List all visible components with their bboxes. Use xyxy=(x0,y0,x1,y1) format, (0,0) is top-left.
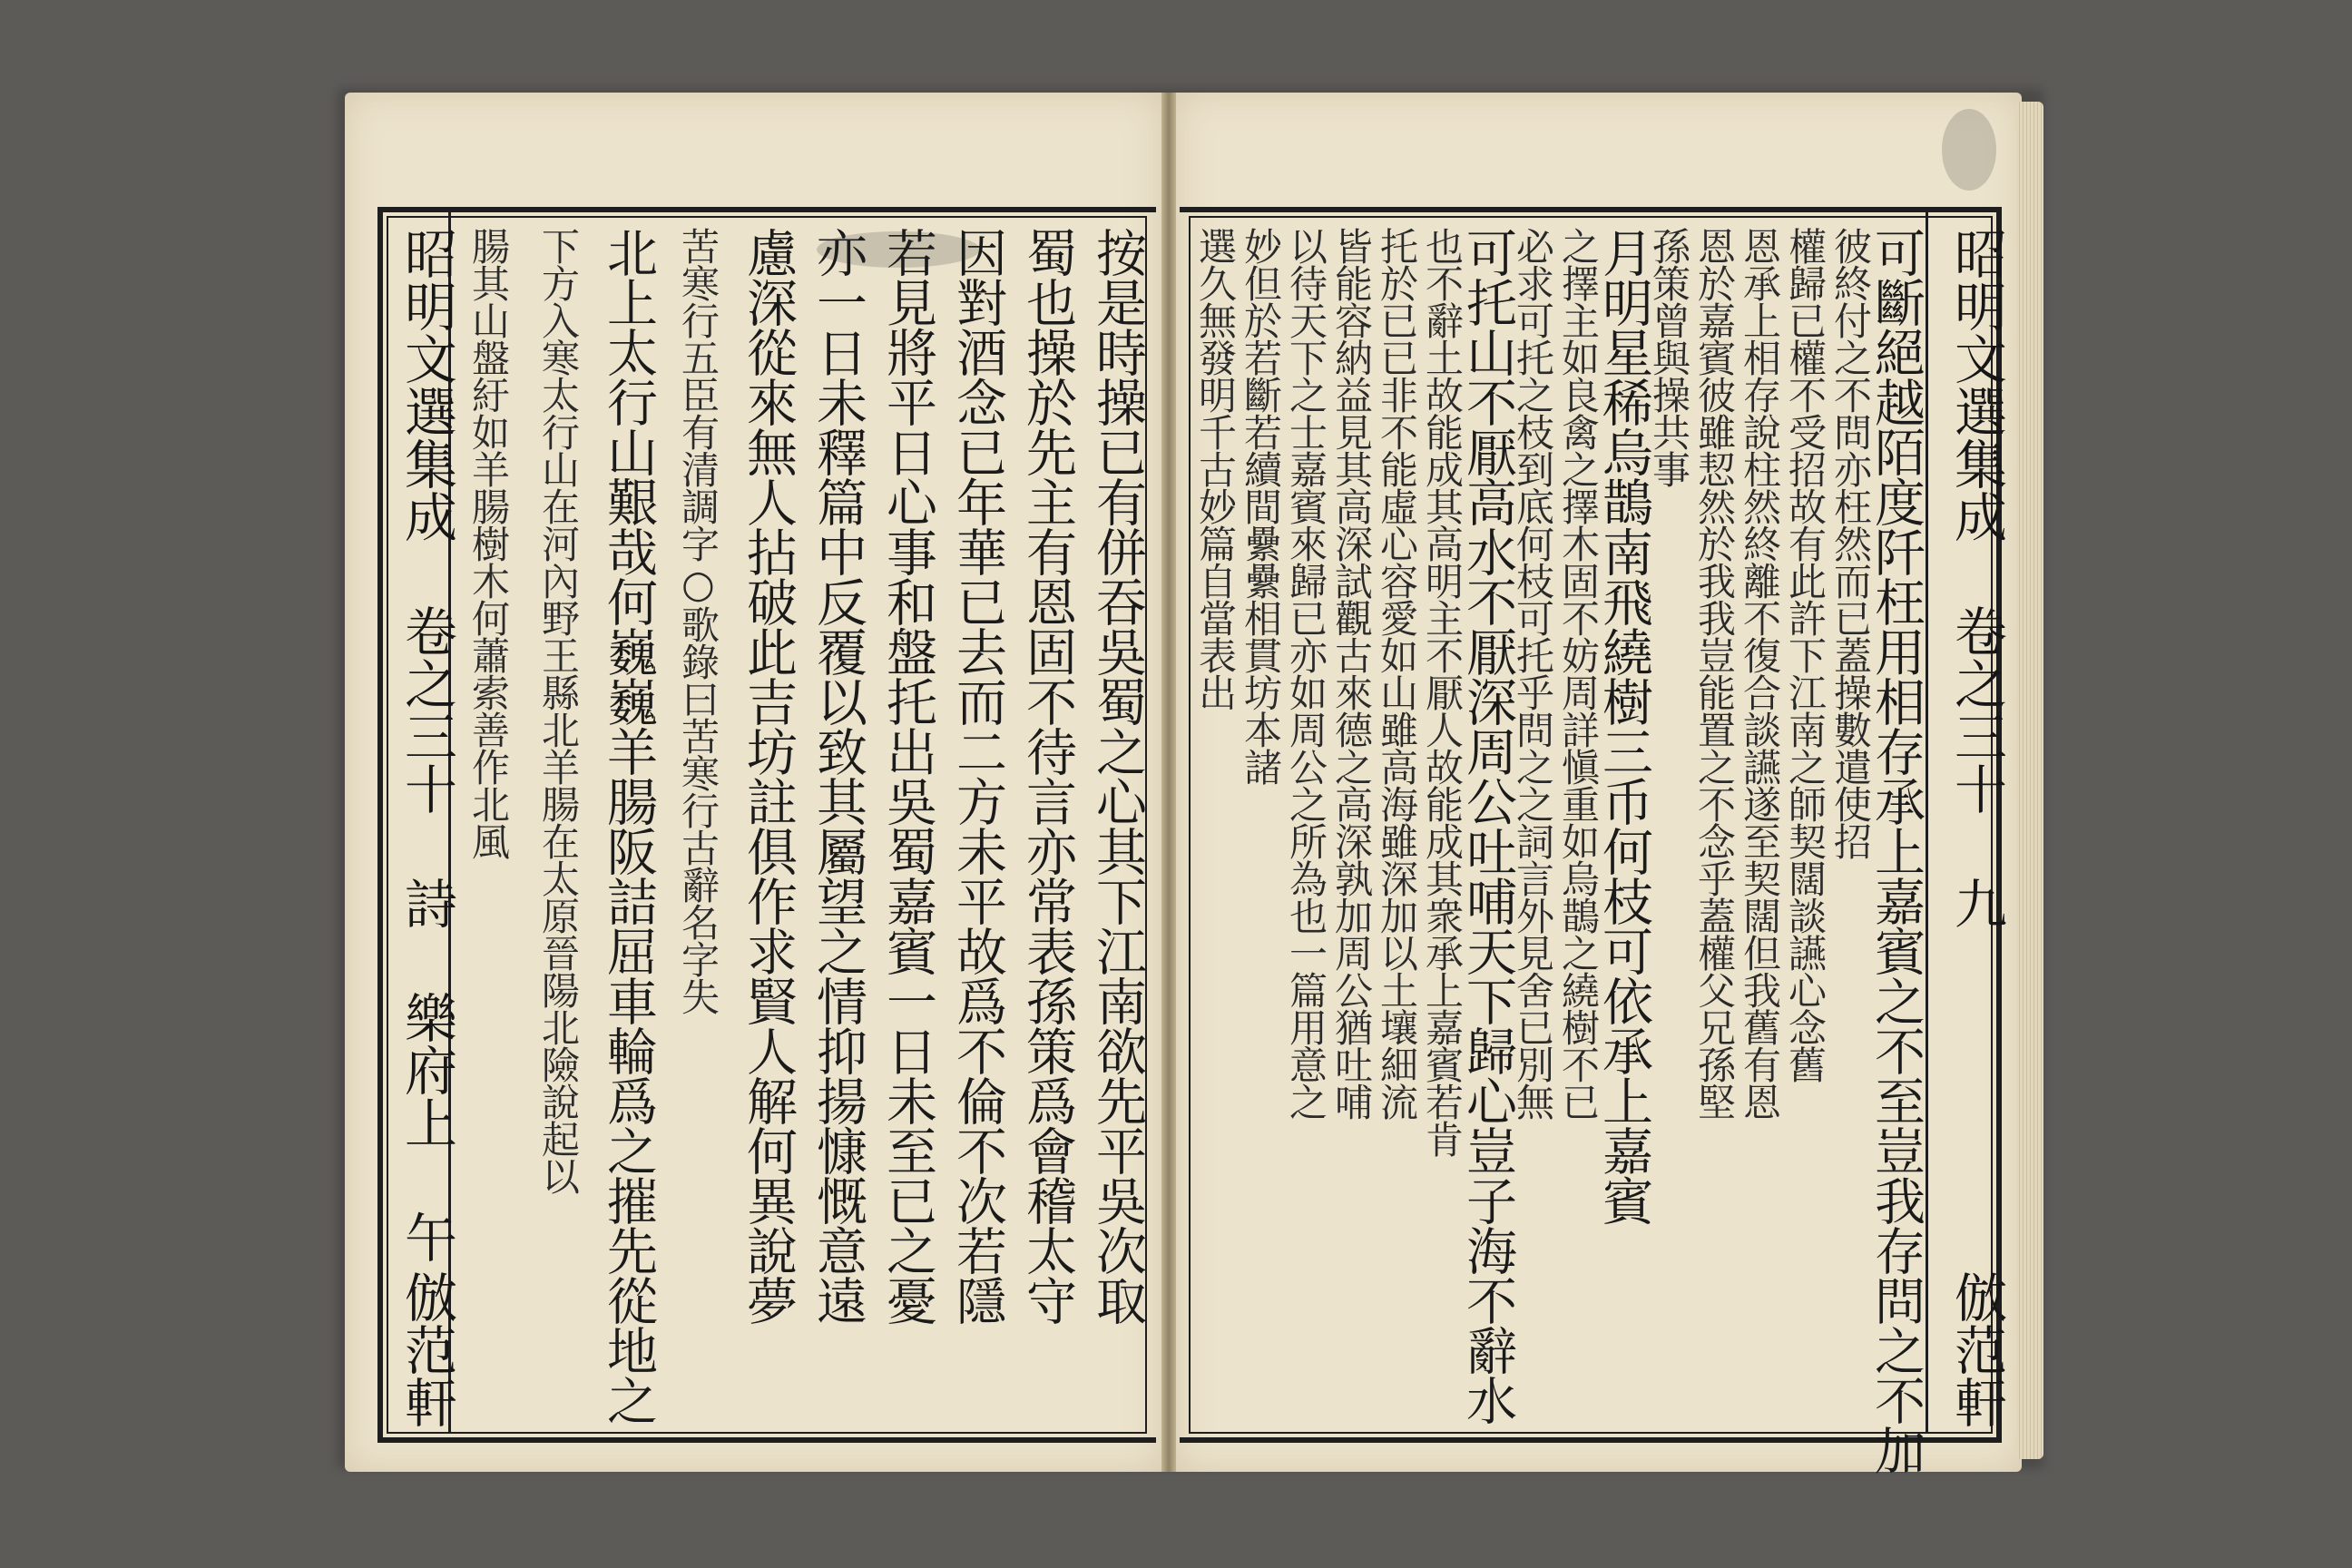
text-column: 選久無發明千古妙篇自當表出 xyxy=(1193,227,1238,710)
text-column: 苦寒行五臣有清調字○歌錄曰苦寒行古辭名字失 xyxy=(676,227,720,1014)
ink-bleed-mark xyxy=(817,231,980,268)
text-column: 恩於嘉賓彼雖恝然於我我豈能置之不念乎蓋權父兄孫堅 xyxy=(1692,227,1737,1120)
text-column: 妙但於若斷若續間纍纍相貫坊本諸 xyxy=(1239,227,1283,785)
text-column: 彼終付之不問亦枉然而已蓋操數遣使招 xyxy=(1828,227,1873,859)
text-column: 腸其山盤紆如羊腸樹木何蕭索善作北風 xyxy=(466,227,511,859)
text-column: 亦一日未釋篇中反覆以致其屬望之情抑揚慷慨意遠 xyxy=(808,227,867,1325)
text-column: 下方入寒太行山在河內野王縣北羊腸在太原晉陽北險說起以 xyxy=(536,227,581,1194)
text-column: 可托山不厭高水不厭深周公吐哺天下歸心豈子海不辭水 xyxy=(1458,227,1517,1425)
text-column: 北上太行山艱哉何巍巍羊腸阪詰屈車輪爲之摧先從地之 xyxy=(599,227,658,1425)
text-column: 以待天下之士嘉賓來歸已亦如周公之所為也一篇用意之 xyxy=(1284,227,1328,1120)
text-column: 可斷絕越陌度阡枉用相存承上嘉賓之不至豈我存問之不加 xyxy=(1867,227,1926,1475)
text-column: 也不辭土故能成其高明主不厭人故能成其衆承上嘉賓若肯 xyxy=(1420,227,1465,1157)
right-margin-title: 昭明文選集成 卷之三十 九 xyxy=(1945,227,2007,929)
text-column: 皆能容納益見其高深試觀古來德之高深孰加周公猶吐哺 xyxy=(1329,227,1374,1120)
text-column: 孫策曾與操共事 xyxy=(1647,227,1691,487)
right-margin-rule xyxy=(1926,207,1928,1432)
right-page-text xyxy=(1192,227,1926,1475)
text-column: 若見將平日心事和盤托出吳蜀嘉賓一日未至已之憂 xyxy=(878,227,937,1325)
text-column: 慮深從來無人拈破此吉坊註俱作求賢人解何異說夢 xyxy=(739,227,798,1325)
text-column: 之擇主如良禽之擇木固不妨周詳愼重如烏鵲之繞樹不已 xyxy=(1556,227,1601,1120)
text-column: 按是時操已有併吞吳蜀之心其下江南欲先平吳次取 xyxy=(1088,227,1147,1325)
text-column: 恩承上相存說柱然終離不復合談讌遂至契闊但我舊有恩 xyxy=(1738,227,1782,1120)
text-column: 權歸已權不受招故有此許下江南之師契闊談讌心念舊 xyxy=(1783,227,1828,1083)
left-margin-title: 昭明文選集成 卷之三十 詩 樂府上 午 xyxy=(396,227,457,1263)
right-margin-publisher: 倣范軒 xyxy=(1945,1270,2007,1428)
text-column: 托於已已非不能虛心容愛如山雖高海雖深加以土壤細流 xyxy=(1375,227,1419,1120)
left-page-text xyxy=(454,227,1152,1425)
ink-bleed-mark xyxy=(1942,109,1996,191)
book-gutter xyxy=(1161,93,1176,1472)
text-column: 必求可托之枝到底何枝可托乎問之之詞言外見舍已別無 xyxy=(1511,227,1555,1120)
page-edges xyxy=(2016,102,2043,1459)
left-margin-publisher: 倣范軒 xyxy=(396,1270,457,1428)
text-column: 蜀也操於先主有恩固不待言亦常表孫策爲會稽太守 xyxy=(1018,227,1077,1325)
text-column: 月明星稀烏鵲南飛繞樹三币何枝可依承上嘉賓 xyxy=(1594,227,1653,1225)
text-column: 因對酒念已年華已去而二方未平故爲不倫不次若隱 xyxy=(948,227,1007,1325)
